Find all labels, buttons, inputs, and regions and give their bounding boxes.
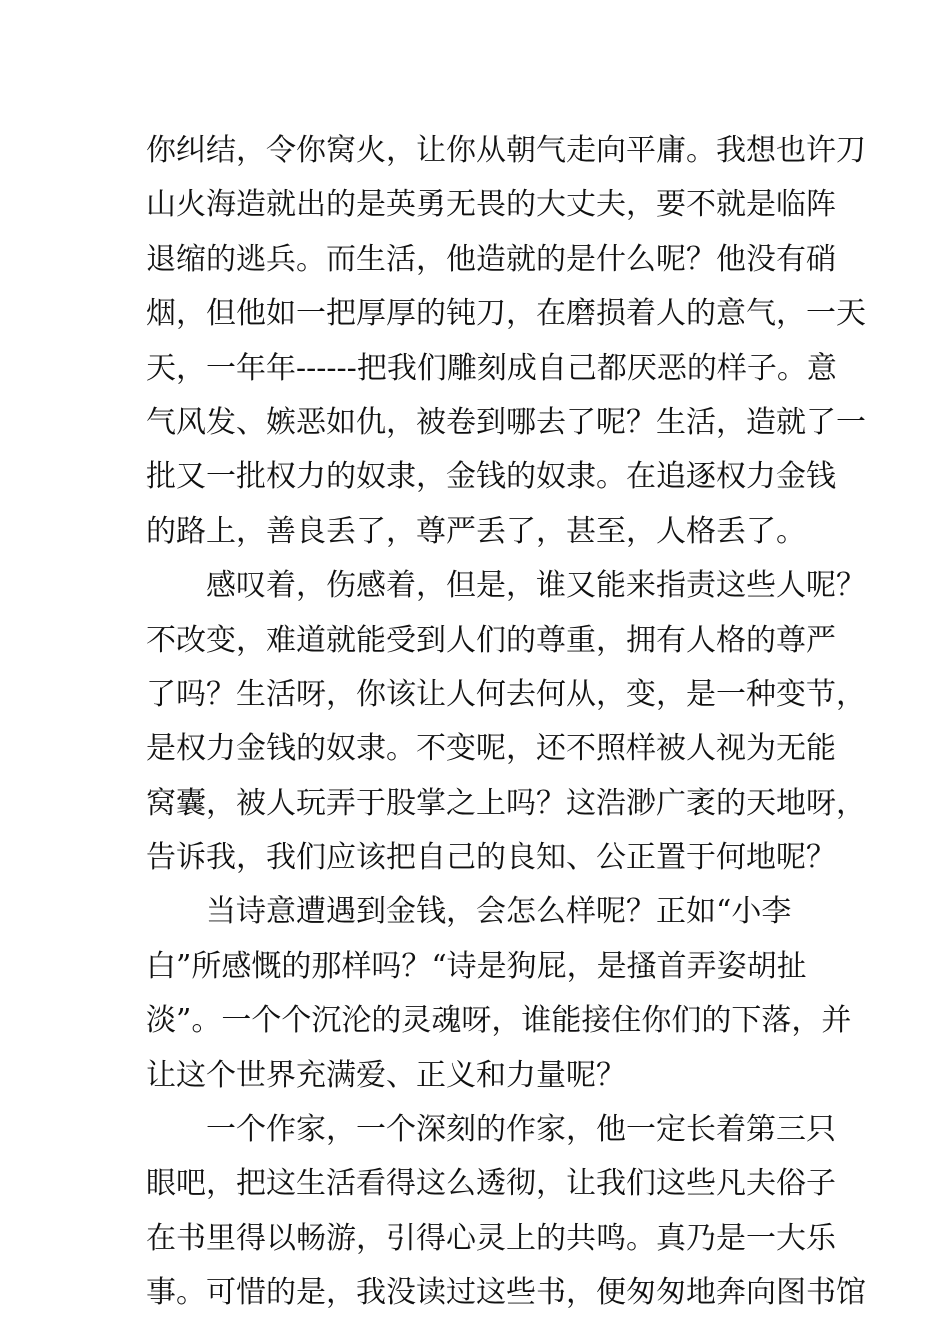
paragraph-first-line: 感叹着，伤感着，但是，谁又能来指责这些人呢？ [206,568,866,604]
text-line: 天，一年年------把我们雕刻成自己都厌恶的样子。意 [146,350,837,386]
text-line: 在书里得以畅游，引得心灵上的共鸣。真乃是一大乐 [146,1220,836,1256]
text-line: 批又一批权力的奴隶，金钱的奴隶。在追逐权力金钱 [146,459,836,495]
paragraph-first-line: 当诗意遭遇到金钱，会怎么样呢？正如“小李 [206,894,792,930]
text-line: 不改变，难道就能受到人们的尊重，拥有人格的尊严 [146,622,836,658]
text-line: 山火海造就出的是英勇无畏的大丈夫，要不就是临阵 [146,187,836,223]
text-line: 淡”。一个个沉沦的灵魂呀，谁能接住你们的下落，并 [146,1003,852,1039]
text-line: 事。可惜的是，我没读过这些书，便匆匆地奔向图书馆 [146,1275,866,1311]
text-line: 的路上，善良丢了，尊严丢了，甚至，人格丢了。 [146,513,806,549]
body-text [146,124,866,1321]
text-line: 了吗？生活呀，你该让人何去何从，变，是一种变节， [146,676,866,712]
text-line: 眼吧，把这生活看得这么透彻，让我们这些凡夫俗子 [146,1166,836,1202]
text-line: 气风发、嫉恶如仇，被卷到哪去了呢？生活，造就了一 [146,404,866,440]
text-line: 烟，但他如一把厚厚的钝刀，在磨损着人的意气，一天 [146,296,866,332]
text-line: 退缩的逃兵。而生活，他造就的是什么呢？他没有硝 [146,241,836,277]
text-line: 白”所感慨的那样吗？“诗是狗屁，是搔首弄姿胡扯 [146,948,807,984]
text-line: 让这个世界充满爱、正义和力量呢？ [146,1057,626,1093]
text-line: 是权力金钱的奴隶。不变呢，还不照样被人视为无能 [146,731,836,767]
text-line: 告诉我，我们应该把自己的良知、公正置于何地呢？ [146,840,836,876]
text-line: 你纠结，令你窝火，让你从朝气走向平庸。我想也许刀 [146,133,866,168]
paragraph-first-line: 一个作家，一个深刻的作家，他一定长着第三只 [206,1112,836,1148]
text-line: 窝囊，被人玩弄于股掌之上吗？这浩渺广袤的天地呀， [146,785,866,821]
